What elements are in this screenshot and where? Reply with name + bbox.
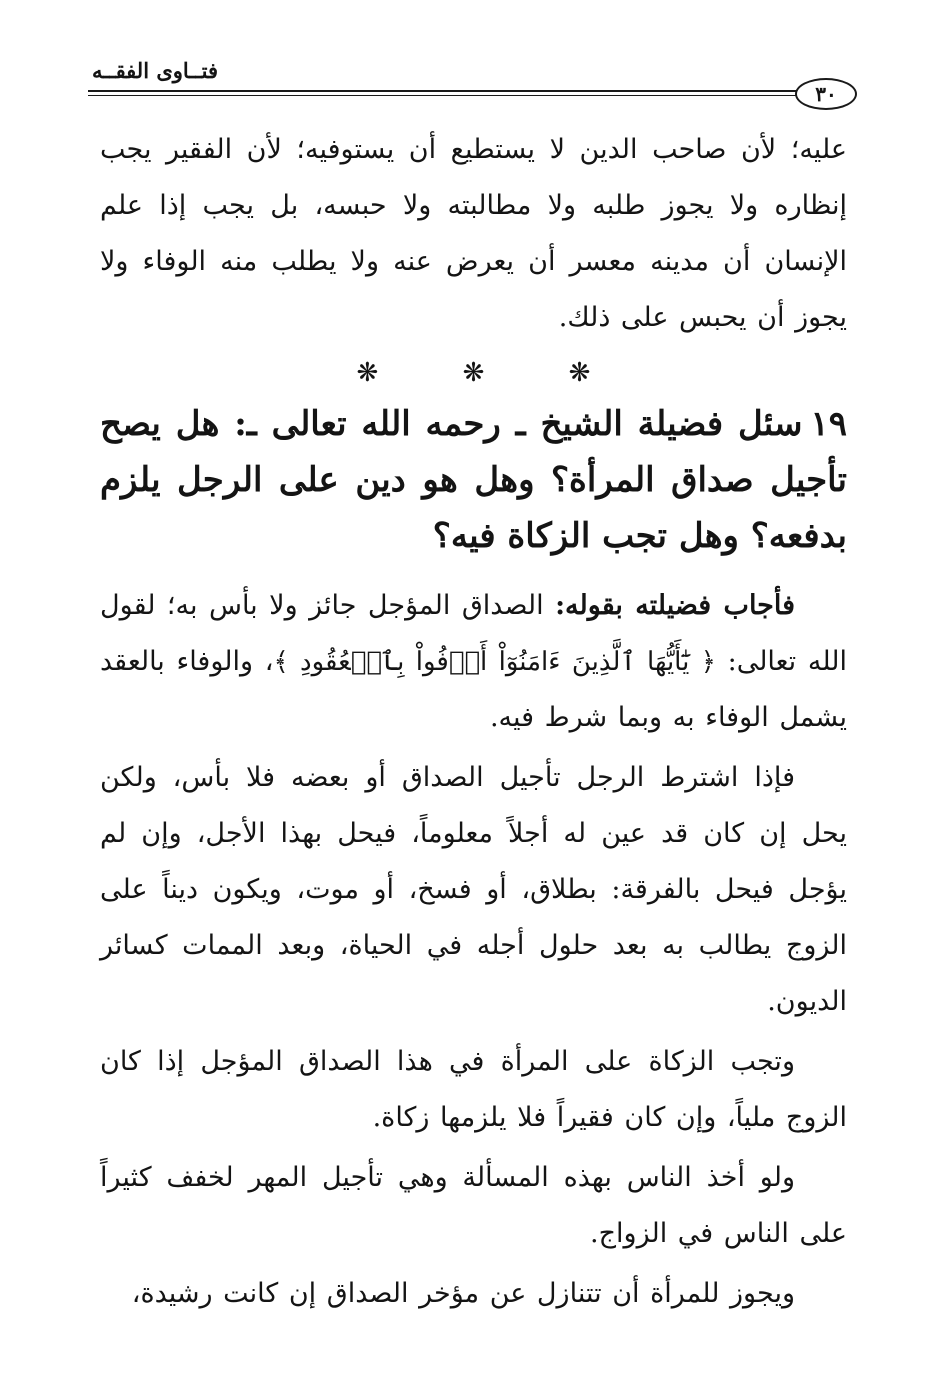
paragraph-zakat: وتجب الزكاة على المرأة في هذا الصداق المؤجل إذا كان الزوج ملياً، وإن كان فقيراً فلا يلزمها زكاة.	[100, 1046, 847, 1133]
answer-paragraph	[100, 578, 847, 746]
question-number: ١٩	[810, 404, 847, 444]
answer-end: ، والوفاء بالعقد يشمل الوفاء به وبما شرط فيه.	[100, 646, 847, 733]
answer-start: الصداق المؤجل جائز ولا بأس به؛ لقول الله تعالى:	[100, 590, 848, 677]
answer-lead: فأجاب فضيلته بقوله:	[555, 590, 795, 621]
question-text: سئل فضيلة الشيخ ـ رحمه الله تعالى ـ: هل يصح تأجيل صداق المرأة؟ وهل هو دين على الرجل يلزم بدفعه؟ وهل تجب الزكاة فيه؟	[100, 404, 847, 556]
page-header	[88, 48, 857, 118]
paragraph-deferment: فإذا اشترط الرجل تأجيل الصداق أو بعضه فلا بأس، ولكن يحل إن كان قد عين له أجلاً معلوماً، فيحل بهذا الأجل، وإن لم يؤجل فيحل بالفرقة: بطلاق، أو فسخ، أو موت، ويكون ديناً على الزوج يطالب به بعد حلول أجله في الحياة، وبعد الممات كسائر الديون.	[100, 762, 847, 1017]
section-separator: ❋ ❋ ❋	[356, 358, 629, 388]
page-body	[100, 122, 847, 1326]
paragraph-marriage: ولو أخذ الناس بهذه المسألة وهي تأجيل المهر لخفف كثيراً على الناس في الزواج.	[100, 1162, 847, 1249]
paragraph-continuation: عليه؛ لأن صاحب الدين لا يستطيع أن يستوفيه؛ لأن الفقير يجب إنظاره ولا يجوز طلبه ولا مطالبته ولا حبسه، بل يجب إذا علم الإنسان أن مدينه معسر أن يعرض عنه ولا يطلب منه الوفاء ولا يجوز أن يحبس على ذلك.	[100, 134, 847, 333]
quran-verse: ﴿ يَٰٓأَيُّهَا ٱلَّذِينَ ءَامَنُوٓاْ أَوۡفُواْ بِٱلۡعُقُودِ ﴾	[273, 647, 716, 677]
paragraph-waiver: ويجوز للمرأة أن تتنازل عن مؤخر الصداق إن كانت رشيدة،	[131, 1278, 795, 1309]
header-rule	[88, 90, 813, 96]
running-title: فتــاوى الفقــه	[92, 58, 219, 83]
page-number: ٣٠	[795, 78, 857, 110]
question-heading	[100, 396, 847, 564]
